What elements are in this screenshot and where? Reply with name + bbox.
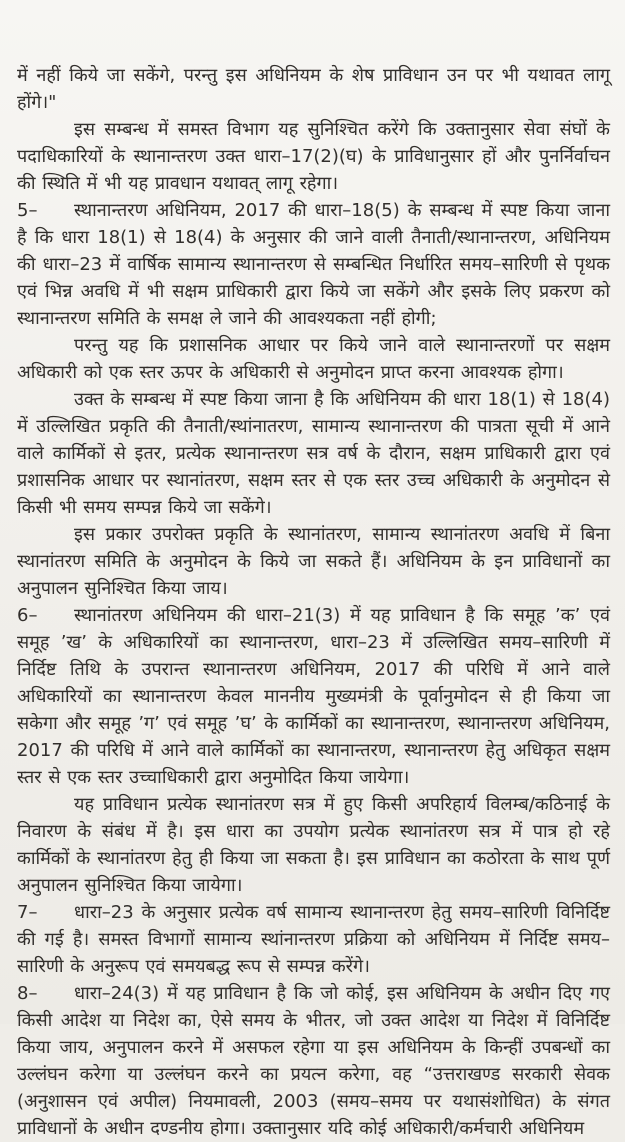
numbered-paragraph: 7– धारा–23 के अनुसार प्रत्येक वर्ष सामान्य स्थानान्तरण हेतु समय–सारिणी विनिर्दिष्ट की गई है। समस्त विभागों सामान्य स्थांनान्तरण प्रक्रिया को अधिनियम में निर्दिष्ट समय–सारिणी के अनुरूप एवं समयबद्ध रूप से सम्पन्न करेंगे। (17, 899, 610, 980)
paragraph: में नहीं किये जा सकेंगे, परन्तु इस अधिनियम के शेष प्राविधान उन पर भी यथावत लागू होंगे।" (17, 65, 610, 113)
paragraph: यह प्राविधान प्रत्येक स्थानांतरण सत्र में हुए किसी अपरिहार्य विलम्ब/कठिनाई के निवारण के संबंध में है। इस धारा का उपयोग प्रत्येक स्थानांतरण सत्र में पात्र हो रहे कार्मिकों के स्थानांतरण हेतु ही किया जा सकता है। इस प्राविधान का कठोरता के साथ पूर्ण अनुपालन सुनिश्चित किया जायेगा। (17, 794, 610, 896)
paragraph: उक्त के सम्बन्ध में स्पष्ट किया जाना है कि अधिनियम की धारा 18(1) से 18(4) में उल्लिखित प्रकृति की तैनाती/स्थांनातरण, सामान्य स्थानान्तरण की पात्रता सूची में आने वाले कार्मिकों से इतर, प्रत्येक स्थानान्तरण सत्र वर्ष के दौरान, सक्षम प्राधिकारी द्वारा एवं प्रशासनिक आधार पर स्थानांतरण, सक्षम स्तर से एक स्तर उच्च अधिकारी के अनुमोदन से किसी भी समय सम्पन्न किये जा सकेंगे। (17, 389, 610, 518)
numbered-paragraph: 5– स्थानान्तरण अधिनियम, 2017 की धारा–18(5) के सम्बन्ध में स्पष्ट किया जाना है कि धारा 18(1) से 18(4) के अनुसार की जाने वाली तैनाती/स्थानान्तरण, अधिनियम की धारा–23 में वार्षिक सामान्य स्थानान्तरण से सम्बन्धित निर्धारित समय–सारिणी से पृथक एवं भिन्न अवधि में भी सक्षम प्राधिकारी द्वारा किये जा सकेंगे और इसके लिए प्रकरण को स्थानान्तरण समिति के समक्ष ले जाने की आवश्यकता नहीं होगी; (17, 197, 610, 332)
section-number: 5– (17, 200, 38, 221)
section-number: 7– (17, 902, 38, 923)
numbered-paragraph: 8– धारा–24(3) में यह प्राविधान है कि जो कोई, इस अधिनियम के अधीन दिए गए किसी आदेश या निदेश का, ऐसे समय के भीतर, जो उक्त आदेश या निदेश में विनिर्दिष्ट किया जाय, अनुपालन करने में असफल रहेगा या इस अधिनियम के किन्हीं उपबन्धों का उल्लंघन करेगा या उल्लंघन करने का प्रयत्न करेगा, वह “उत्तराखण्ड सरकारी सेवक (अनुशासन एवं अपील) नियमावली, 2003 (समय–समय पर यथासंशोधित) के संगत प्राविधानों के अधीन दण्डनीय होगा। उक्तानुसार यदि कोई अधिकारी/कर्मचारी अधिनियम (17, 980, 610, 1142)
numbered-paragraph: 6– स्थानांतरण अधिनियम की धारा–21(3) में यह प्राविधान है कि समूह ’क’ एवं समूह ’ख’ के अधिकारियों का स्थानान्तरण, धारा–23 में उल्लिखित समय–सारिणी में निर्दिष्ट तिथि के उपरान्त स्थानान्तरण अधिनियम, 2017 की परिधि में आने वाले अधिकारियों का स्थानान्तरण केवल माननीय मुख्यमंत्री के पूर्वानुमोदन से ही किया जा सकेगा और समूह ’ग’ एवं समूह ’घ’ के कार्मिकों का स्थानान्तरण, स्थानान्तरण अधिनियम, 2017 की परिधि में आने वाले कार्मिकों का स्थानान्तरण, स्थानान्तरण हेतु अधिकृत सक्षम स्तर से एक स्तर उच्चाधिकारी द्वारा अनुमोदित किया जायेगा। (17, 602, 610, 791)
document-body (17, 62, 610, 1142)
paragraph: इस सम्बन्ध में समस्त विभाग यह सुनिश्चित करेंगे कि उक्तानुसार सेवा संघों के पदाधिकारियों के स्थानान्तरण उक्त धारा–17(2)(घ) के प्राविधानुसार हों और पुनर्निर्वाचन की स्थिति में भी यह प्रावधान यथावत् लागू रहेगा। (17, 119, 610, 194)
paragraph: इस प्रकार उपरोक्त प्रकृति के स्थानांतरण, सामान्य स्थानांतरण अवधि में बिना स्थानांतरण समिति के अनुमोदन के किये जा सकते हैं। अधिनियम के इन प्राविधानों का अनुपालन सुनिश्चित किया जाय। (17, 524, 610, 599)
section-number: 6– (17, 605, 38, 626)
section-number: 8– (17, 983, 38, 1004)
paragraph: परन्तु यह कि प्रशासनिक आधार पर किये जाने वाले स्थानान्तरणों पर सक्षम अधिकारी को एक स्तर ऊपर के अधिकारी से अनुमोदन प्राप्त करना आवश्यक होगा। (17, 335, 610, 383)
